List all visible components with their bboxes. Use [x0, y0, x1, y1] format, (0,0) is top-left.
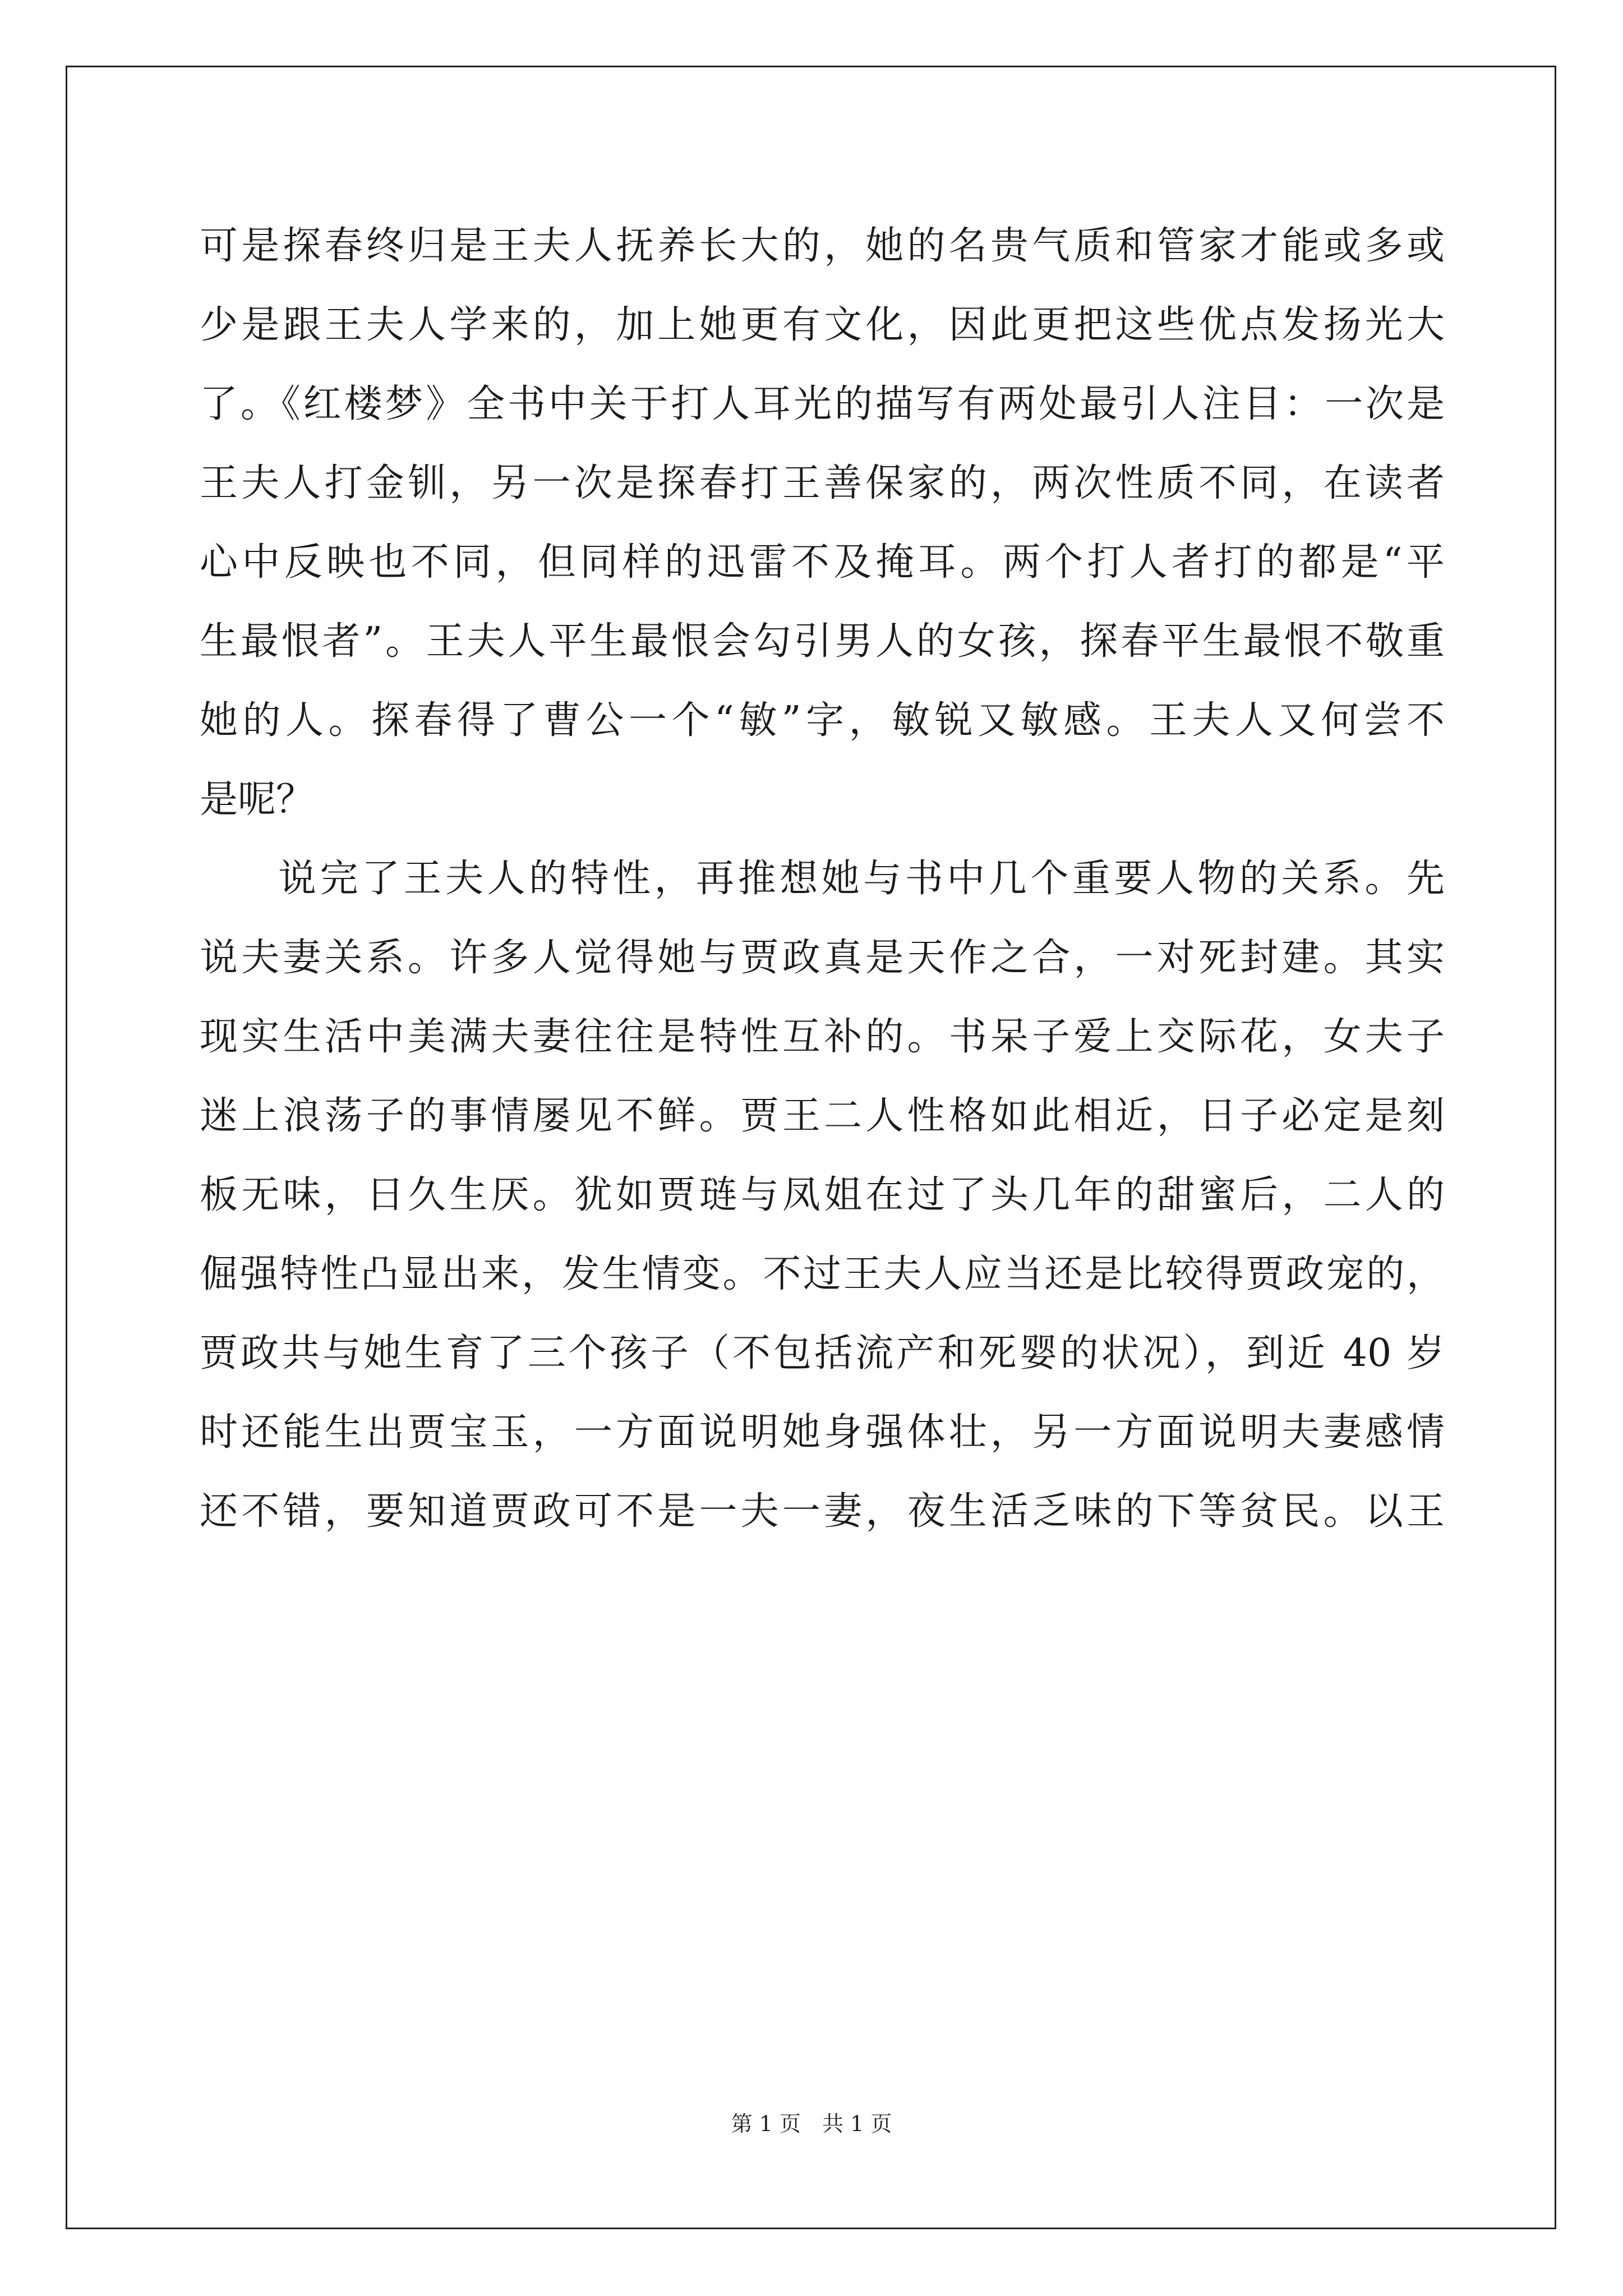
text-line: 生最恨者”。王夫人平生最恨会勾引男人的女孩，探春平生最恨不敬重: [200, 619, 1445, 664]
text-line: 了。《红楼梦》全书中关于打人耳光的描写有两处最引人注目：一次是: [200, 382, 1445, 426]
paragraph-first-line: 说完了王夫人的特性，再推想她与书中几个重要人物的关系。先: [278, 857, 1445, 901]
text-line: 王夫人打金钏，另一次是探春打王善保家的，两次性质不同，在读者: [200, 461, 1445, 505]
text-line: 说夫妻关系。许多人觉得她与贾政真是天作之合，一对死封建。其实: [200, 936, 1445, 980]
text-line: 时还能生出贾宝玉，一方面说明她身强体壮，另一方面说明夫妻感情: [200, 1410, 1445, 1455]
text-line: 迷上浪荡子的事情屡见不鲜。贾王二人性格如此相近，日子必定是刻: [200, 1094, 1445, 1138]
text-line: 还不错，要知道贾政可不是一夫一妻，夜生活乏味的下等贫民。以王: [200, 1489, 1445, 1534]
text-line: 现实生活中美满夫妻往往是特性互补的。书呆子爱上交际花，女夫子: [200, 1015, 1445, 1059]
text-line: 少是跟王夫人学来的，加上她更有文化，因此更把这些优点发扬光大: [200, 303, 1445, 347]
text-line: 可是探春终归是王夫人抚养长大的，她的名贵气质和管家才能或多或: [200, 224, 1445, 268]
page-number-footer: 第 1 页 共 1 页: [731, 2111, 892, 2136]
text-line: 板无味，日久生厌。犹如贾琏与凤姐在过了头几年的甜蜜后，二人的: [200, 1173, 1445, 1217]
text-line: 贾政共与她生育了三个孩子（不包括流产和死婴的状况），到近 40 岁: [200, 1331, 1445, 1375]
text-line: 是呢？: [200, 777, 315, 822]
text-line: 她的人。探春得了曹公一个“敏”字，敏锐又敏感。王夫人又何尝不: [200, 698, 1445, 743]
text-line: 倔强特性凸显出来，发生情变。不过王夫人应当还是比较得贾政宠的，: [200, 1252, 1445, 1296]
text-line: 心中反映也不同，但同样的迅雷不及掩耳。两个打人者打的都是“平: [200, 540, 1445, 585]
